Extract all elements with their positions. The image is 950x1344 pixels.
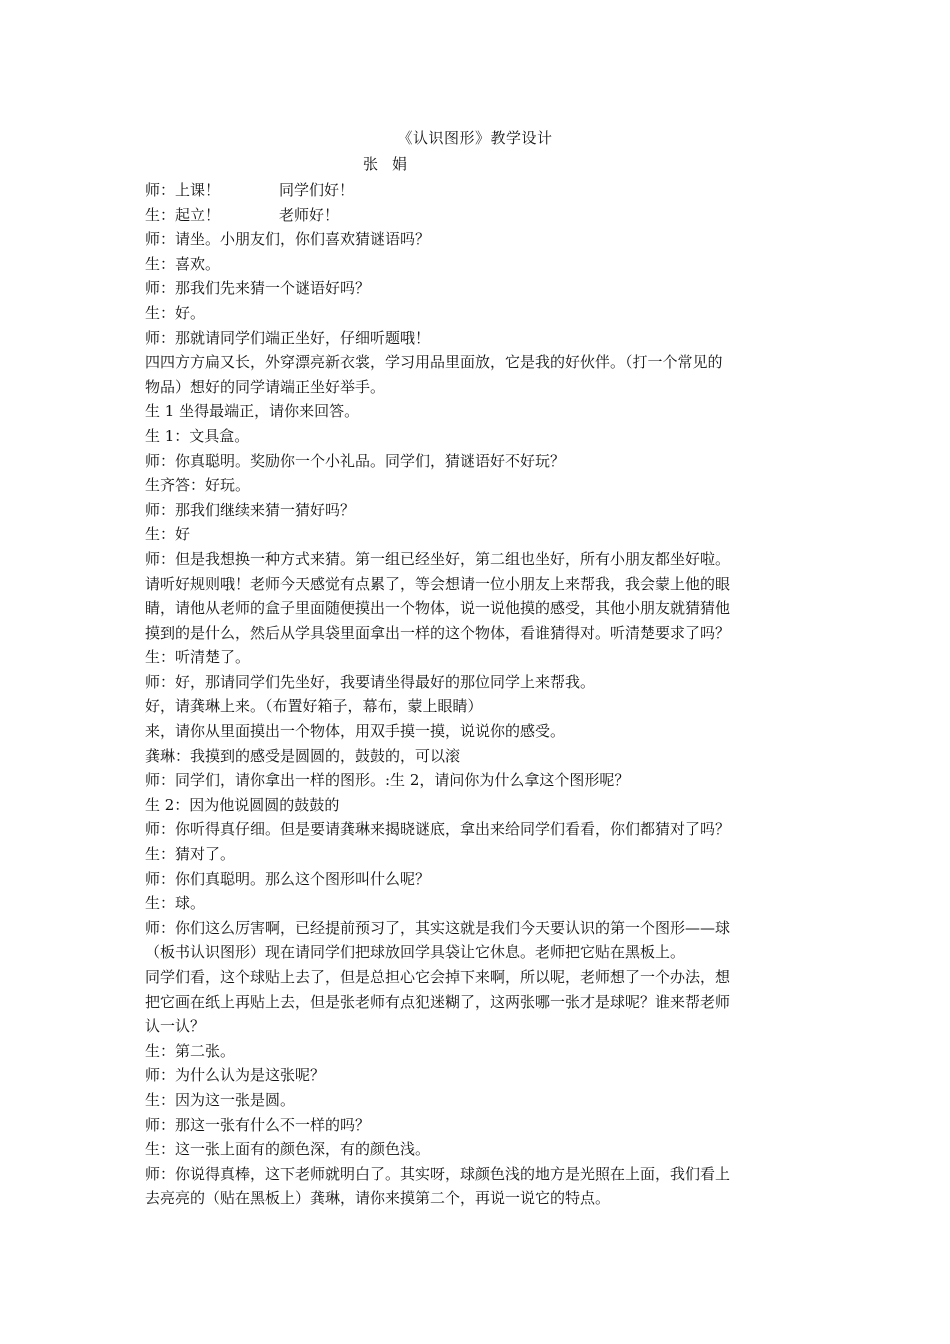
text-line: 师：你们真聪明。那么这个图形叫什么呢？ — [145, 869, 431, 888]
text-line: 师：上课！ — [145, 181, 221, 199]
text-line: 师：那我们继续来猜一猜好吗？ — [145, 500, 356, 519]
text-line: 师：你们这么厉害啊，已经提前预习了，其实这就是我们今天要认识的第一个图形——球 — [145, 918, 731, 937]
text-line: 老师好！ — [279, 205, 340, 224]
document-author: 张娟 — [363, 155, 422, 173]
text-line: 生：球。 — [145, 894, 206, 913]
text-line: 龚琳：我摸到的感受是圆圆的，鼓鼓的，可以滚 — [145, 746, 461, 765]
text-line: 同学们好！ — [279, 181, 355, 199]
text-line: 师：好，那请同学们先坐好，我要请坐得最好的那位同学上来帮我。 — [145, 672, 596, 691]
text-line: 把它画在纸上再贴上去，但是张老师有点犯迷糊了，这两张哪一张才是球呢？谁来帮老师 — [145, 992, 731, 1011]
text-line: 生齐答：好玩。 — [145, 476, 251, 495]
text-line: 师：同学们，请你拿出一样的图形。:生 2，请问你为什么拿这个图形呢？ — [145, 771, 630, 790]
text-line: 师：为什么认为是这张呢？ — [145, 1066, 326, 1085]
text-line: 师：你听得真仔细。但是要请龚琳来揭晓谜底，拿出来给同学们看看，你们都猜对了吗？ — [145, 820, 731, 839]
text-line: 生：这一张上面有的颜色深，有的颜色浅。 — [145, 1140, 431, 1159]
text-line: 认一认？ — [145, 1017, 206, 1036]
text-line: 师：那我们先来猜一个谜语好吗？ — [145, 279, 371, 298]
text-line: 生：听清楚了。 — [145, 648, 251, 667]
text-line: 生 2：因为他说圆圆的鼓鼓的 — [145, 795, 340, 814]
text-line: 生：因为这一张是圆。 — [145, 1090, 296, 1109]
text-line: 同学们看，这个球贴上去了，但是总担心它会掉下来啊，所以呢，老师想了一个办法，想 — [145, 968, 731, 986]
text-line: 师：那就请同学们端正坐好，仔细听题哦！ — [145, 328, 431, 347]
text-line: 睛，请他从老师的盒子里面随便摸出一个物体，说一说他摸的感受，其他小朋友就猜猜他 — [145, 599, 731, 618]
text-line: 物品）想好的同学请端正坐好举手。 — [145, 377, 386, 396]
text-line: 师：你真聪明。奖励你一个小礼品。同学们，猜谜语好不好玩？ — [145, 451, 566, 470]
text-line: 生：好。 — [145, 303, 206, 322]
text-line: 生：好 — [145, 525, 191, 544]
text-line: 师：请坐。小朋友们，你们喜欢猜谜语吗？ — [145, 230, 431, 249]
text-line: 师：你说得真棒，这下老师就明白了。其实呀，球颜色浅的地方是光照在上面，我们看上 — [145, 1164, 731, 1183]
text-line: 生：第二张。 — [145, 1041, 236, 1060]
text-line — [145, 178, 810, 203]
text-line: 来，请你从里面摸出一个物体，用双手摸一摸，说说你的感受。 — [145, 722, 566, 741]
text-line: 好，请龚琳上来。（布置好箱子，幕布，蒙上眼睛） — [145, 697, 483, 716]
text-line: （板书认识图形）现在请同学们把球放回学具袋让它休息。老师把它贴在黑板上。 — [145, 943, 686, 962]
text-line: 生：起立！ — [145, 205, 221, 224]
text-line: 请听好规则哦！老师今天感觉有点累了，等会想请一位小朋友上来帮我，我会蒙上他的眼 — [145, 574, 731, 593]
text-line: 师：那这一张有什么不一样的吗？ — [145, 1115, 371, 1134]
text-line: 四四方方扁又长，外穿漂亮新衣裳，学习用品里面放，它是我的好伙伴。（打一个常见的 — [145, 353, 723, 372]
text-line: 师：但是我想换一种方式来猜。第一组已经坐好，第二组也坐好，所有小朋友都坐好啦。 — [145, 549, 731, 568]
text-line — [145, 203, 810, 228]
text-line: 生：喜欢。 — [145, 254, 221, 273]
text-line: 摸到的是什么，然后从学具袋里面拿出一样的这个物体，看谁猜得对。听清楚要求了吗？ — [145, 623, 731, 642]
document-title: 《认识图形》教学设计 — [397, 129, 553, 147]
text-line: 生：猜对了。 — [145, 845, 236, 864]
text-line: 生 1：文具盒。 — [145, 426, 250, 445]
document-body — [145, 178, 810, 1211]
text-line: 去亮亮的（贴在黑板上）龚琳，请你来摸第二个，再说一说它的特点。 — [145, 1189, 611, 1208]
text-line: 生 1 坐得最端正，请你来回答。 — [145, 402, 360, 421]
